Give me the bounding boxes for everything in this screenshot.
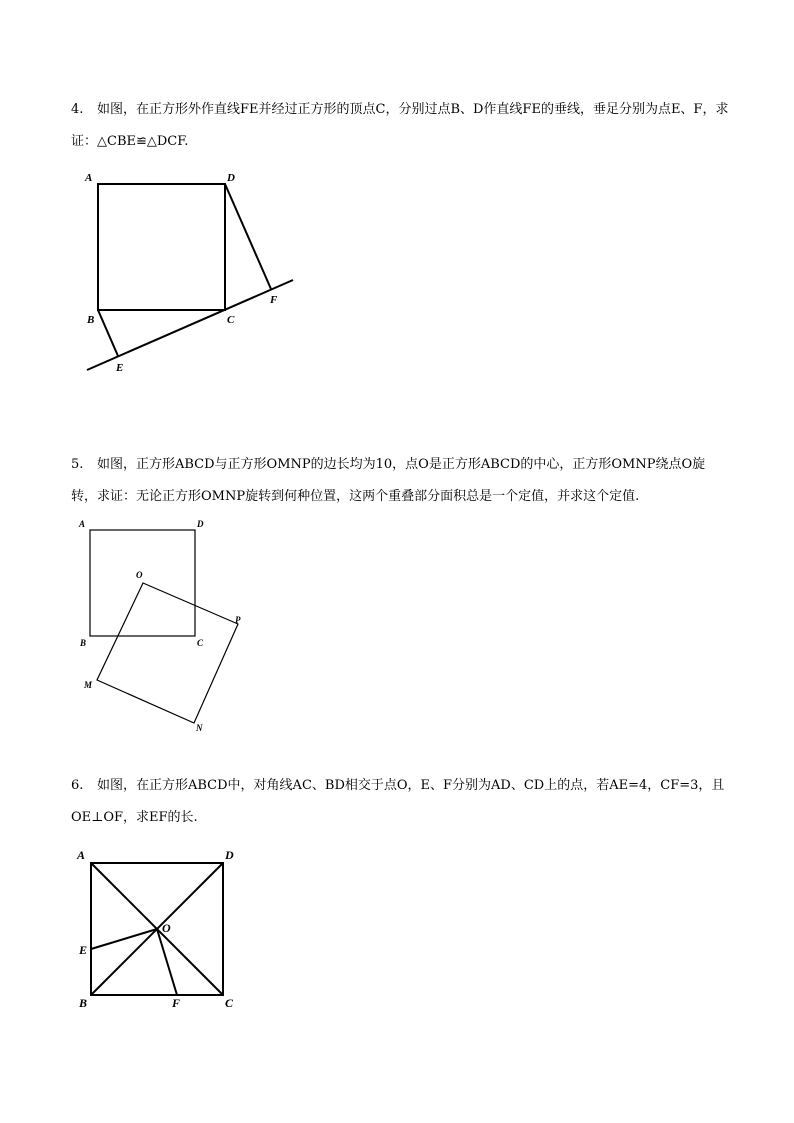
label-n: N — [196, 723, 203, 733]
label-b: B — [79, 996, 88, 1010]
line-fe — [87, 280, 293, 370]
label-e: E — [79, 943, 88, 957]
problem-4-number: 4. — [71, 102, 84, 117]
label-d: D — [225, 848, 234, 862]
problem-4-statement: 如图，在正方形外作直线FE并经过正方形的顶点C，分别过点B、D作直线FE的垂线，垂足分别为点E、F，求证：△CBE≌△DCF. — [71, 102, 729, 149]
figure-4 — [70, 165, 310, 380]
square-omnp — [97, 583, 238, 723]
problem-5-number: 5. — [71, 457, 84, 472]
label-o: O — [162, 921, 171, 935]
segment-df — [225, 184, 271, 289]
label-o: O — [136, 570, 143, 580]
problem-5-statement: 如图，正方形ABCD与正方形OMNP的边长均为10，点O是正方形ABCD的中心，正方形OMNP绕点O旋转，求证：无论正方形OMNP旋转到何种位置，这两个重叠部分面积总是一个定值，并求这个定值. — [71, 457, 706, 504]
figure-6 — [70, 843, 250, 1015]
problem-6-statement: 如图，在正方形ABCD中，对角线AC、BD相交于点O，E、F分别为AD、CD上的点，若AE=4，CF=3，且OE⊥OF，求EF的长. — [71, 778, 725, 825]
label-f: F — [172, 996, 181, 1010]
label-p: P — [235, 615, 241, 625]
label-f: F — [270, 294, 278, 306]
label-d: D — [227, 172, 235, 184]
label-b: B — [80, 638, 87, 648]
square-abcd — [98, 184, 225, 310]
label-c: C — [225, 996, 234, 1010]
label-a: A — [79, 519, 86, 529]
label-e: E — [116, 362, 124, 374]
label-a: A — [85, 172, 93, 184]
label-b: B — [87, 314, 95, 326]
segment-be — [98, 310, 118, 356]
problem-6-number: 6. — [71, 778, 84, 793]
label-d: D — [197, 519, 204, 529]
problem-5-text — [71, 449, 731, 513]
label-c: C — [227, 314, 235, 326]
problem-4-text — [71, 94, 731, 158]
figure-5 — [70, 515, 260, 735]
label-c: C — [197, 638, 204, 648]
label-a: A — [77, 848, 86, 862]
problem-6-text — [71, 770, 731, 834]
label-m: M — [84, 680, 93, 690]
